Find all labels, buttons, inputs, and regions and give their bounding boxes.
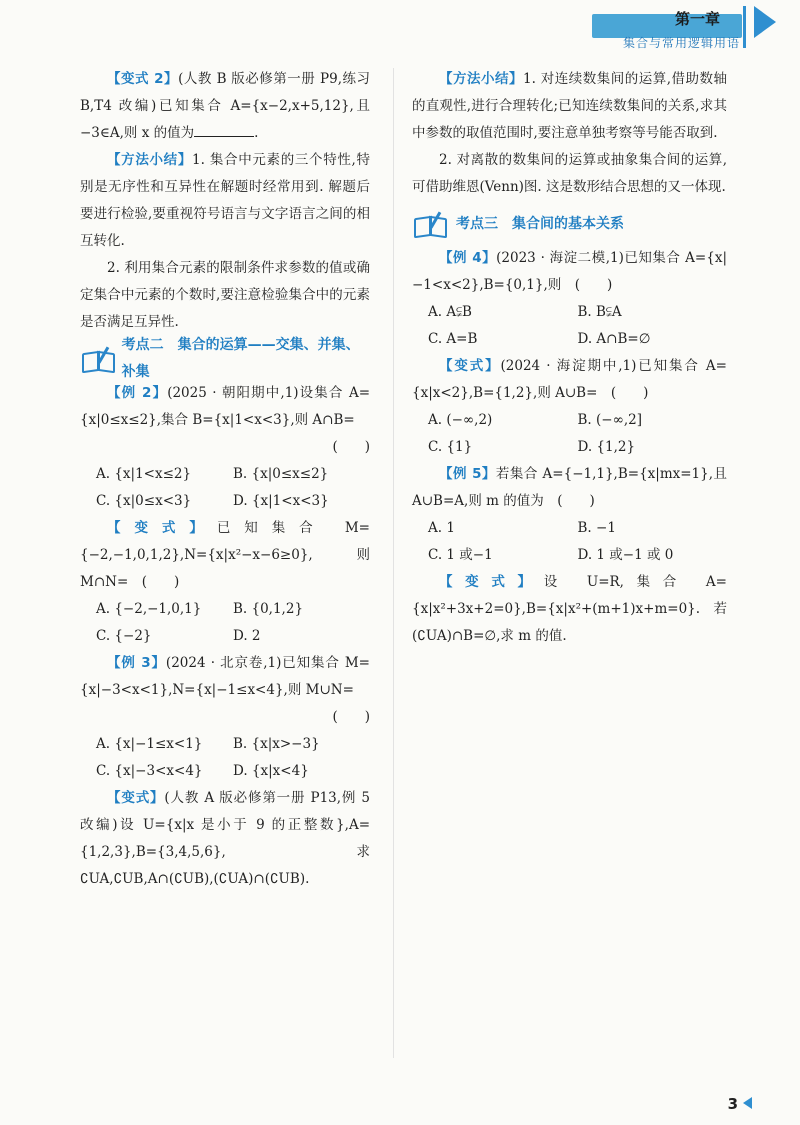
variant-d-tag: 【变式】 xyxy=(439,574,544,590)
option-c: C. A=B xyxy=(428,331,478,347)
example2-block xyxy=(80,380,370,515)
summary2-p1: 1. 对连续数集间的运算,借助数轴的直观性,进行合理转化;已知连续数集间的关系,求其中参数的取值范围时,要注意单独考察等号能否取到. xyxy=(412,71,728,141)
option-b: B. (−∞,2] xyxy=(577,412,642,428)
variant2-tag: 【变式 2】 xyxy=(107,71,179,87)
option-d: D. 2 xyxy=(233,628,261,644)
example4-stem: (2023 · 海淀二模,1)已知集合 A={x|−1<x<2},B={0,1},则 xyxy=(412,250,727,293)
variant-a-block xyxy=(80,515,370,650)
variant-c-options xyxy=(412,407,727,461)
chapter-header xyxy=(560,0,800,52)
variant-a-tag: 【变式】 xyxy=(107,520,217,536)
option-b: B. {0,1,2} xyxy=(233,601,304,617)
example2-tag: 【例 2】 xyxy=(107,385,168,401)
page-number: 3 xyxy=(727,1095,738,1113)
left-column xyxy=(80,66,370,893)
answer-parens: ( ) xyxy=(610,385,649,401)
option-c: C. {x|0≤x<3} xyxy=(96,493,192,509)
page-arrow-icon xyxy=(743,1097,752,1109)
section2-heading xyxy=(80,337,370,380)
book-pen-icon xyxy=(412,213,448,235)
summary2-p2: 2. 对离散的数集间的运算或抽象集合间的运算,可借助维恩(Venn)图. 这是数形结合思想的又一体现. xyxy=(412,152,727,195)
example3-stem: (2024 · 北京卷,1)已知集合 M={x|−3<x<1},N={x|−1≤x<4},则 M∪N= xyxy=(80,655,370,698)
answer-parens: ( ) xyxy=(141,574,180,590)
variant-d-block xyxy=(412,569,727,650)
option-a: A. {x|−1≤x<1} xyxy=(96,736,203,752)
answer-parens: ( ) xyxy=(332,439,370,455)
variant-c-tag: 【变式】 xyxy=(439,358,501,374)
variant2-tail: . xyxy=(254,125,259,141)
summary1-tag: 【方法小结】 xyxy=(107,152,193,168)
summary1-block xyxy=(80,147,370,255)
summary1-p2: 2. 利用集合元素的限制条件求参数的值或确定集合中元素的个数时,要注意检验集合中的元素是否满足互异性. xyxy=(80,260,370,330)
option-d: D. A∩B=∅ xyxy=(577,331,651,347)
example2-options xyxy=(80,461,370,515)
option-d: D. {x|x<4} xyxy=(233,763,309,779)
flagpole-icon xyxy=(743,6,746,48)
example5-tag: 【例 5】 xyxy=(439,466,496,482)
variant2-text: (人教 B 版必修第一册 P9,练习 B,T4 改编)已知集合 A={x−2,x+5,12},且−3∈A,则 x 的值为 xyxy=(80,71,370,141)
example5-stem: 若集合 A={−1,1},B={x|mx=1},且 A∪B=A,则 m 的值为 xyxy=(412,466,727,509)
example3-tag: 【例 3】 xyxy=(107,655,166,671)
option-d: D. 1 或−1 或 0 xyxy=(577,547,674,563)
example5-options xyxy=(412,515,727,569)
answer-blank xyxy=(194,122,254,137)
summary2-tag: 【方法小结】 xyxy=(439,71,524,87)
option-a: A. A⫋B xyxy=(428,304,472,320)
option-a: A. {−2,−1,0,1} xyxy=(96,601,202,617)
summary2-block xyxy=(412,66,727,147)
section2-title: 考点二 集合的运算——交集、并集、补集 xyxy=(121,337,360,380)
example4-tag: 【例 4】 xyxy=(439,250,497,266)
option-b: B. {x|0≤x≤2} xyxy=(233,466,329,482)
example3-block xyxy=(80,650,370,785)
option-b: B. {x|x>−3} xyxy=(233,736,320,752)
section3-heading xyxy=(412,207,727,241)
option-b: B. −1 xyxy=(577,520,616,536)
variant-b-block xyxy=(80,785,370,893)
variant-a-stem: 已知集合 M={−2,−1,0,1,2},N={x|x²−x−6≥0},则 M∩N= xyxy=(80,520,370,590)
option-d: D. {1,2} xyxy=(577,439,636,455)
example4-block xyxy=(412,245,727,353)
chapter-title: 第一章 xyxy=(674,10,720,28)
example5-block xyxy=(412,461,727,569)
chapter-subtitle: 集合与常用逻辑用语 xyxy=(622,36,740,50)
option-c: C. {x|−3<x<4} xyxy=(96,763,203,779)
option-c: C. 1 或−1 xyxy=(428,547,493,563)
summary1-p1: 1. 集合中元素的三个特性,特别是无序性和互异性在解题时经常用到. 解题后要进行检验,要重视符号语言与文字语言之间的相互转化. xyxy=(80,152,370,249)
variant-a-options xyxy=(80,596,370,650)
section3-title: 考点三 集合间的基本关系 xyxy=(456,215,624,232)
option-c: C. {1} xyxy=(428,439,473,455)
right-column xyxy=(412,66,727,650)
example2-stem: (2025 · 朝阳期中,1)设集合 A={x|0≤x≤2},集合 B={x|1<x<3},则 A∩B= xyxy=(80,385,371,428)
option-a: A. 1 xyxy=(428,520,455,536)
column-divider xyxy=(393,68,394,1058)
variant2-block xyxy=(80,66,370,147)
answer-parens: ( ) xyxy=(332,709,370,725)
example4-options xyxy=(412,299,727,353)
book-pen-icon xyxy=(80,348,114,370)
variant-b-stem: (人教 A 版必修第一册 P13,例 5 改编)设 U={x|x 是小于 9 的正整数},A={1,2,3},B={3,4,5,6},求∁UA,∁UB,A∩(∁UB),(∁UA)∩(∁UB). xyxy=(80,790,370,887)
option-d: D. {x|1<x<3} xyxy=(233,493,329,509)
variant-c-stem: (2024 · 海淀期中,1)已知集合 A={x|x<2},B={1,2},则 A∪B= xyxy=(412,358,727,401)
answer-parens: ( ) xyxy=(557,493,595,509)
variant-d-stem: 设 U=R,集合 A={x|x²+3x+2=0},B={x|x²+(m+1)x+m=0}. 若(∁UA)∩B=∅,求 m 的值. xyxy=(412,574,727,644)
variant-b-tag: 【变式】 xyxy=(107,790,165,806)
option-a: A. (−∞,2) xyxy=(428,412,493,428)
flag-icon xyxy=(754,6,776,38)
option-b: B. B⫋A xyxy=(577,304,622,320)
option-a: A. {x|1<x≤2} xyxy=(96,466,192,482)
answer-parens: ( ) xyxy=(574,277,613,293)
variant-c-block xyxy=(412,353,727,461)
example3-options xyxy=(80,731,370,785)
option-c: C. {−2} xyxy=(96,628,152,644)
